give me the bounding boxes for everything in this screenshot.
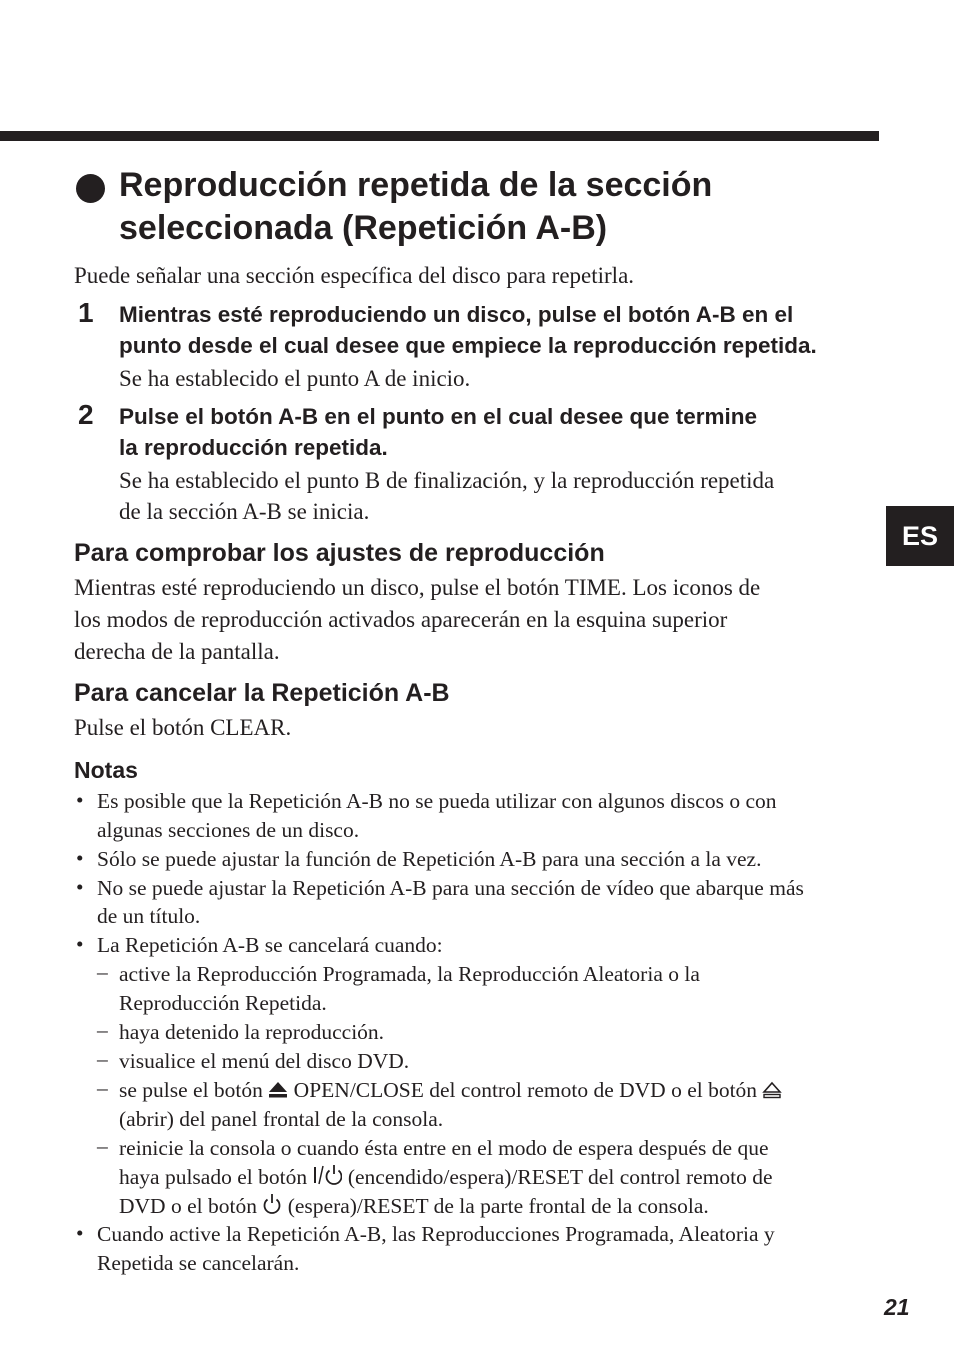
dash-5-text-d: (espera)/RESET de la parte frontal de la consola. (287, 1194, 709, 1218)
note-4-line1: La Repetición A-B se cancelará cuando: (97, 933, 443, 957)
note-3-bullet: • (76, 875, 84, 899)
page-number: 21 (884, 1294, 910, 1320)
top-rule (0, 131, 879, 141)
dash-2-line1: haya detenido la reproducción. (119, 1020, 385, 1044)
power-standby-icon (312, 1164, 342, 1186)
check-settings-heading: Para comprobar los ajustes de reproducción (74, 539, 605, 567)
dash-4-line1 (119, 1076, 782, 1105)
note-1-line1: Es posible que la Repetición A-B no se pueda utilizar con algunos discos o con (97, 789, 777, 813)
dash-4-line2: (abrir) del panel frontal de la consola. (119, 1107, 444, 1131)
dash-3-line1: visualice el menú del disco DVD. (119, 1049, 410, 1073)
dash-5-text-a: haya pulsado el botón (119, 1165, 308, 1189)
dash-3: – (97, 1047, 108, 1071)
note-2-bullet: • (76, 846, 84, 870)
note-4-bullet: • (76, 932, 84, 956)
dash-4-text-a: se pulse el botón (119, 1078, 263, 1102)
step-1-result: Se ha establecido el punto A de inicio. (119, 366, 471, 391)
step-1-instruction-line2: punto desde el cual desee que empiece la reproducción repetida. (119, 333, 817, 358)
page-title-line1: Reproducción repetida de la sección (119, 166, 713, 204)
dash-1: – (97, 960, 108, 984)
step-2-result-line1: Se ha establecido el punto B de finalización, y la reproducción repetida (119, 468, 775, 493)
note-3-line1: No se puede ajustar la Repetición A-B para una sección de vídeo que abarque más (97, 876, 804, 900)
note-5-bullet: • (76, 1221, 84, 1245)
language-tab-label: ES (901, 520, 939, 551)
dash-4: – (97, 1076, 108, 1100)
dash-1-line2: Reproducción Repetida. (119, 991, 327, 1015)
check-settings-line1: Mientras esté reproduciendo un disco, pulse el botón TIME. Los iconos de (74, 575, 761, 600)
note-2-line1: Sólo se puede ajustar la función de Repetición A-B para una sección a la vez. (97, 847, 762, 871)
dash-2: – (97, 1018, 108, 1042)
check-settings-line2: los modos de reproducción activados aparecerán en la esquina superior (74, 607, 728, 632)
eject-icon (268, 1081, 288, 1099)
language-tab (886, 506, 954, 566)
dash-5-text-b: (encendido/espera)/RESET del control remoto de (347, 1165, 773, 1189)
dash-4-text-b: OPEN/CLOSE del control remoto de DVD o el botón (293, 1078, 758, 1102)
intro-text: Puede señalar una sección específica del disco para repetirla. (74, 263, 635, 288)
eject-outline-icon (762, 1081, 782, 1099)
note-1-line2: algunas secciones de un disco. (97, 818, 360, 842)
dash-5-line2 (119, 1163, 773, 1192)
dash-5: – (97, 1134, 108, 1158)
step-1-number: 1 (78, 297, 94, 328)
heading-bullet-icon (76, 174, 105, 203)
note-5-line2: Repetida se cancelarán. (97, 1251, 300, 1275)
step-1-instruction-line1: Mientras esté reproduciendo un disco, pulse el botón A-B en el (119, 302, 794, 327)
step-2-instruction-line2: la reproducción repetida. (119, 435, 388, 460)
cancel-heading: Para cancelar la Repetición A-B (74, 679, 450, 707)
step-2-result-line2: de la sección A-B se inicia. (119, 499, 370, 524)
notes-heading: Notas (74, 757, 138, 783)
dash-1-line1: active la Reproducción Programada, la Reproducción Aleatoria o la (119, 962, 700, 986)
standby-icon (262, 1193, 282, 1215)
cancel-body: Pulse el botón CLEAR. (74, 715, 292, 740)
step-2-number: 2 (78, 399, 94, 430)
note-3-line2: de un título. (97, 904, 201, 928)
note-1-bullet: • (76, 788, 84, 812)
check-settings-line3: derecha de la pantalla. (74, 639, 280, 664)
dash-5-text-c: DVD o el botón (119, 1194, 257, 1218)
page-title-line2: seleccionada (Repetición A-B) (119, 209, 608, 247)
dash-5-line1: reinicie la consola o cuando ésta entre en el modo de espera después de que (119, 1136, 769, 1160)
note-5-line1: Cuando active la Repetición A-B, las Reproducciones Programada, Aleatoria y (97, 1222, 775, 1246)
step-2-instruction-line1: Pulse el botón A-B en el punto en el cual desee que termine (119, 404, 758, 429)
dash-5-line3 (119, 1192, 709, 1221)
